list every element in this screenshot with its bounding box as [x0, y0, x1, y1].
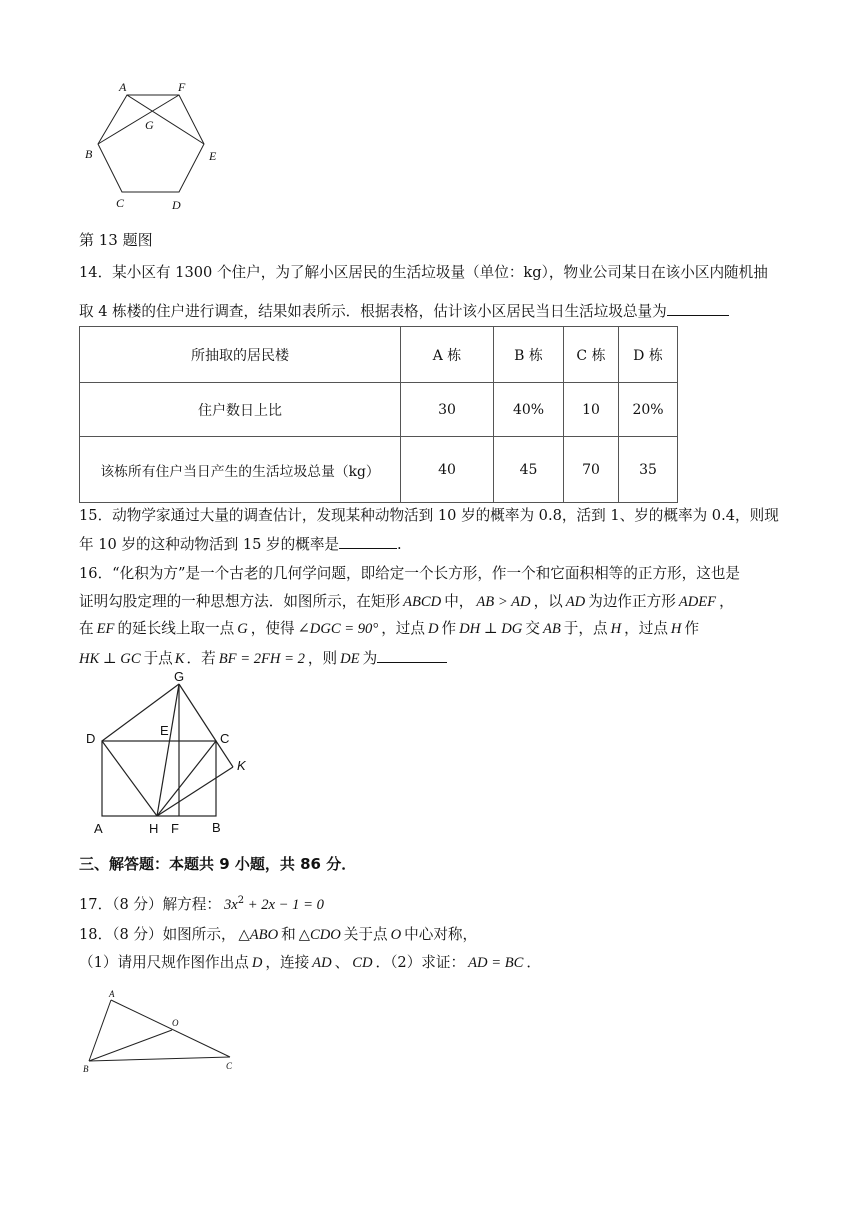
q15-line1: 15．动物学家通过大量的调查估计，发现某种动物活到 10 岁的概率为 0.8，活到 1、岁的概率为 0.4，则现	[79, 507, 779, 524]
q16-l3b: EF	[96, 621, 115, 637]
q16-l4h: 为	[362, 650, 378, 667]
fig13-caption: 第 13 题图	[79, 231, 153, 249]
q16-l3f: ∠DGC = 90°	[297, 621, 379, 637]
q18-line1	[79, 925, 477, 945]
q18-line2	[79, 953, 541, 973]
fig16-label-h: H	[149, 821, 159, 836]
table-header-cell: A 栋	[401, 327, 494, 383]
q16-l3d: G	[237, 621, 248, 637]
q18-l1g: 中心对称，	[404, 926, 478, 943]
fig18-label-a: A	[109, 989, 115, 999]
q16-l4b: 于点	[143, 650, 173, 667]
fig16-label-d: D	[86, 731, 96, 746]
q16-l2a: 证明勾股定理的一种思想方法．如图所示，在矩形	[79, 593, 401, 610]
q16-l4e: BF = 2FH = 2	[218, 651, 305, 667]
fig13-label-b: B	[85, 147, 93, 161]
q16-l2f: AD	[565, 594, 586, 610]
fig13-label-e: E	[209, 149, 217, 163]
q16-line2	[79, 592, 734, 612]
q16-l3c: 的延长线上取一点	[117, 620, 235, 637]
figure-13-hexagon	[80, 76, 230, 216]
q16-l2c: 中，	[444, 593, 474, 610]
table-cell: 该栋所有住户当日产生的生活垃圾总量（kg）	[80, 437, 401, 503]
table-cell: 45	[494, 437, 564, 503]
table-header-cell: C 栋	[564, 327, 619, 383]
q18-l1a: 18．（8 分）如图所示，	[79, 926, 236, 943]
q16-l2d: AB > AD	[476, 594, 531, 610]
q16-line1: 16．“化积为方”是一个古老的几何学问题，即给定一个长方形，作一个和它面积相等的正方形，这也是	[79, 565, 741, 582]
table-header-cell: D 栋	[619, 327, 678, 383]
q17-prefix: 17．（8 分）解方程：	[79, 895, 221, 913]
q18-l2b: D	[251, 955, 263, 971]
fig13-label-a: A	[119, 80, 127, 94]
q15-line2	[79, 534, 402, 555]
q16-l2e: ，以	[533, 593, 563, 610]
table-row	[80, 327, 678, 383]
fig13-label-g: G	[145, 118, 154, 132]
q16-line4	[79, 648, 447, 669]
q16-l3m: 于，点	[563, 620, 608, 637]
fig16-label-f: F	[171, 821, 179, 836]
q16-answer-blank[interactable]	[377, 648, 447, 663]
q16-l4d: ．若	[186, 650, 216, 667]
fig16-label-a: A	[94, 821, 103, 836]
q18-l2a: （1）请用尺规作图作出点	[79, 954, 249, 971]
figure-18-triangles	[80, 988, 250, 1078]
q18-l1b: △ABO	[238, 927, 279, 943]
table-cell: 30	[401, 383, 494, 437]
q15-answer-blank[interactable]	[339, 534, 397, 549]
table-cell: 20%	[619, 383, 678, 437]
table-cell: 35	[619, 437, 678, 503]
q16-l3i: 作	[441, 620, 457, 637]
q14-answer-blank[interactable]	[667, 301, 729, 316]
table-header-cell: 所抽取的居民楼	[80, 327, 401, 383]
q16-l4g: DE	[340, 651, 360, 667]
fig16-label-b: B	[212, 820, 221, 835]
q16-l3h: D	[427, 621, 439, 637]
table-cell: 10	[564, 383, 619, 437]
q16-l2b: ABCD	[403, 594, 442, 610]
q16-l3q: 作	[684, 620, 700, 637]
q18-l2i: ．	[526, 954, 541, 971]
q16-l3g: ，过点	[381, 620, 425, 637]
q16-l3n: H	[610, 621, 622, 637]
q14-line1: 14．某小区有 1300 个住户，为了解小区居民的生活垃圾量（单位：kg），物业公司某日在该小区内随机抽	[79, 264, 768, 281]
q18-l1c: 和	[281, 926, 296, 943]
q17-eq-a: 3x	[223, 896, 238, 913]
q14-line2-text: 取 4 栋楼的住户进行调查，结果如表所示．根据表格，估计该小区居民当日生活垃圾总量为	[79, 303, 667, 320]
fig18-label-c: C	[226, 1061, 233, 1071]
q16-line3	[79, 619, 699, 639]
q16-l4f: ，则	[307, 650, 338, 667]
q16-l4c: K	[174, 651, 185, 667]
table-header-cell: B 栋	[494, 327, 564, 383]
q15-line2-text: 年 10 岁的这种动物活到 15 岁的概率是	[79, 536, 340, 553]
q16-l3o: ，过点	[624, 620, 668, 637]
q18-l1e: 关于点	[343, 926, 388, 943]
q14-survey-table	[79, 326, 678, 503]
table-row	[80, 437, 678, 503]
q15-line2-end: .	[397, 536, 402, 553]
fig18-label-o: O	[172, 1018, 179, 1028]
q18-l1d: △CDO	[298, 927, 341, 943]
q18-l2d: AD	[312, 955, 332, 971]
q16-l3a: 在	[79, 620, 94, 637]
table-row	[80, 383, 678, 437]
fig13-label-f: F	[178, 80, 186, 94]
q17-eq-b: + 2x − 1 = 0	[244, 896, 324, 913]
q18-l2g: ．（2）求证：	[375, 954, 466, 971]
table-cell: 70	[564, 437, 619, 503]
q18-l2e: 、	[334, 954, 350, 971]
q16-l2g: 为边作正方形	[588, 593, 676, 610]
fig16-label-c: C	[220, 731, 230, 746]
fig13-label-d: D	[172, 198, 181, 212]
q18-l2h: AD = BC	[468, 955, 524, 971]
q16-l3k: 交	[525, 620, 540, 637]
q14-line2	[79, 301, 729, 322]
q17-eq-sup: 2	[237, 895, 245, 906]
q18-l1f: O	[390, 927, 402, 943]
q16-l3l: AB	[542, 621, 561, 637]
q16-l2h: ADEF	[678, 594, 717, 610]
table-cell: 住户数日上比	[80, 383, 401, 437]
fig16-label-g: G	[174, 670, 185, 684]
fig18-label-b: B	[83, 1064, 89, 1074]
fig13-label-c: C	[116, 196, 125, 210]
fig16-label-k: K	[237, 758, 246, 773]
fig16-label-e: E	[160, 723, 169, 738]
q16-l2i: ，	[719, 593, 734, 610]
q16-l4a: HK ⊥ GC	[79, 651, 141, 667]
q17-line	[79, 891, 324, 915]
q18-l2f: CD	[352, 955, 373, 971]
table-cell: 40%	[494, 383, 564, 437]
q16-l3p: H	[670, 621, 682, 637]
table-cell: 40	[401, 437, 494, 503]
figure-16-geometry	[80, 670, 270, 840]
q16-l3e: ，使得	[250, 620, 295, 637]
q16-l3j: DH ⊥ DG	[459, 621, 523, 637]
section-3-title: 三、解答题：本题共 9 小题，共 86 分．	[79, 855, 357, 873]
q18-l2c: ，连接	[265, 954, 310, 971]
